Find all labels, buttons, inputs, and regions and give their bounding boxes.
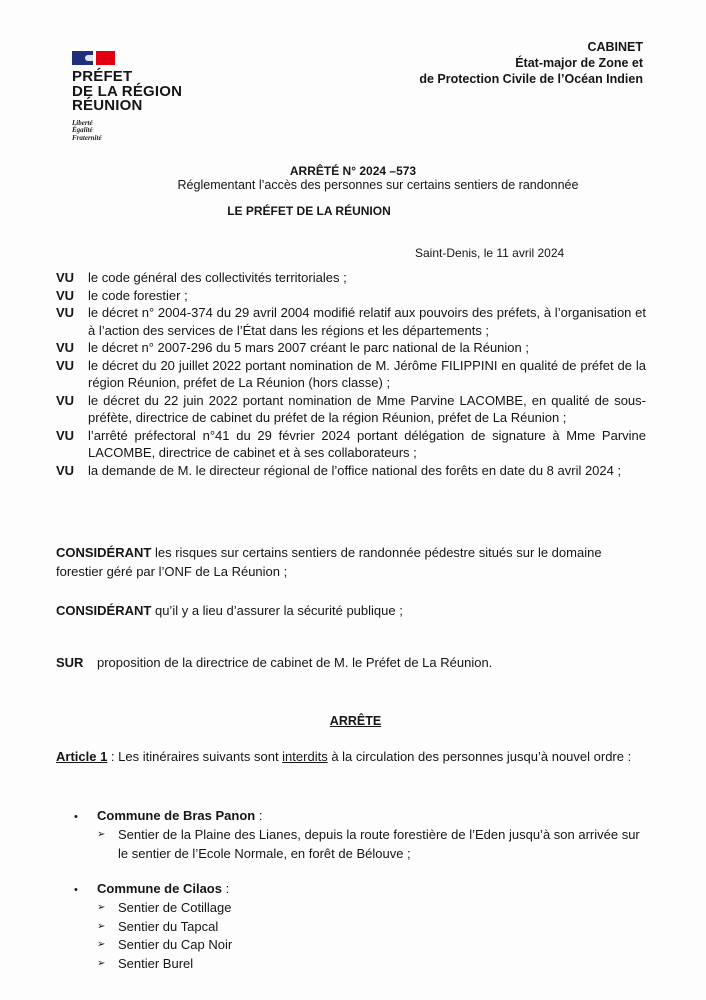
commune-suffix: :: [221, 881, 230, 896]
service-line: État-major de Zone et: [515, 56, 643, 70]
considerant-paragraph: [56, 543, 646, 581]
vu-item: [56, 287, 646, 305]
arrow-icon: ➢: [97, 829, 106, 840]
trail-name: Sentier Burel: [118, 955, 194, 971]
arrow-icon: ➢: [97, 902, 106, 913]
logo-title-line: RÉUNION: [72, 97, 143, 114]
issuing-service: [419, 39, 643, 87]
considerant-paragraph: [56, 601, 646, 620]
trail-item: [74, 955, 646, 974]
commune-name: Commune de Bras Panon: [97, 808, 256, 823]
republic-motto: [72, 120, 182, 143]
vu-text: la demande de M. le directeur régional de l’office national des forêts en date du 8 avril 2024 ;: [88, 462, 622, 478]
arrow-icon: ➢: [97, 939, 106, 950]
vu-list: [56, 269, 646, 479]
trail-item: [74, 826, 646, 863]
vu-item: [56, 427, 646, 462]
trail-name: Sentier du Cap Noir: [118, 937, 233, 952]
sur-keyword: SUR: [56, 655, 84, 670]
vu-text: le code général des collectivités territoriales ;: [88, 270, 347, 285]
commune-name: Commune de Cilaos: [97, 881, 222, 896]
vu-keyword: VU: [56, 427, 75, 443]
bullet-icon: •: [74, 811, 78, 823]
vu-item: [56, 339, 646, 357]
vu-keyword: VU: [56, 287, 75, 303]
trail-name: Sentier de Cotillage: [118, 900, 232, 915]
vu-text: le décret n° 2007-296 du 5 mars 2007 créant le parc national de la Réunion ;: [88, 340, 529, 355]
considerant-text: qu’il y a lieu d’assurer la sécurité publique ;: [154, 603, 403, 618]
vu-text: l’arrêté préfectoral n°41 du 29 février 2024 portant délégation de signature à Mme Parvine LACOMBE, directrice de cabinet et à ses collaborateurs ;: [88, 427, 646, 460]
trail-name: Sentier du Tapcal: [118, 918, 219, 934]
prefecture-logo: [72, 51, 182, 142]
commune-heading: [74, 807, 646, 826]
article-emphasis: interdits: [282, 749, 328, 764]
vu-item: [56, 357, 646, 392]
article-label: Article 1: [56, 749, 108, 764]
logo-title: [72, 70, 182, 114]
article-text: à la circulation des personnes jusqu’à nouvel ordre :: [327, 749, 632, 764]
vu-item: [56, 392, 646, 427]
commune-section: [74, 807, 646, 863]
commune-section: [74, 880, 646, 973]
vu-text: le code forestier ;: [88, 287, 188, 303]
arrete-decision-title: ARRÊTE: [329, 714, 382, 728]
service-line: de Protection Civile de l’Océan Indien: [419, 72, 643, 86]
vu-item: [56, 304, 646, 339]
sur-text: proposition de la directrice de cabinet de M. le Préfet de La Réunion.: [97, 655, 493, 670]
commune-heading: [74, 880, 646, 899]
vu-keyword: VU: [56, 305, 75, 320]
arrete-number: ARRÊTÉ N° 2024 –573: [289, 164, 417, 178]
vu-item: [56, 269, 646, 287]
service-line: CABINET: [587, 40, 643, 54]
motto-line: Fraternité: [72, 133, 102, 142]
arrow-icon: ➢: [97, 957, 106, 969]
vu-keyword: VU: [56, 392, 75, 408]
motto-line: Liberté: [72, 118, 93, 127]
vu-text: le décret du 22 juin 2022 portant nomination de Mme Parvine LACOMBE, en qualité de sous-préfète, directrice de cabinet du préfet de la région Réunion, préfet de La Réunion ;: [88, 392, 646, 425]
vu-keyword: VU: [56, 357, 75, 373]
article-text: : Les itinéraires suivants sont: [107, 749, 283, 764]
vu-text: le décret du 20 juillet 2022 portant nomination de M. Jérôme FILIPPINI en qualité de préfet de la région Réunion, préfet de La Réunion (hors classe) ;: [88, 357, 646, 390]
authority-heading: LE PRÉFET DE LA RÉUNION: [227, 204, 391, 218]
arrete-object: Réglementant l’accès des personnes sur certains sentiers de randonnée: [177, 178, 579, 192]
article-1: [56, 747, 646, 767]
sur-paragraph: [56, 655, 492, 670]
considerant-keyword: CONSIDÉRANT: [56, 545, 152, 560]
bullet-icon: •: [74, 884, 78, 896]
logo-title-line: PRÉFET: [72, 68, 133, 85]
trail-name: Sentier de la Plaine des Lianes, depuis la route forestière de l’Eden jusqu’à son arrivée sur le sentier de l’Ecole Normale, en forêt de Bélouve ;: [118, 827, 640, 861]
trail-item: [74, 899, 646, 918]
vu-keyword: VU: [56, 462, 75, 478]
commune-suffix: :: [255, 808, 263, 823]
motto-line: Égalité: [72, 126, 93, 134]
arrow-icon: ➢: [97, 920, 106, 932]
logo-title-line: DE LA RÉGION: [72, 82, 183, 100]
vu-keyword: VU: [56, 270, 75, 285]
place-date: Saint-Denis, le 11 avril 2024: [415, 246, 565, 260]
considerant-keyword: CONSIDÉRANT: [56, 603, 152, 618]
vu-keyword: VU: [56, 340, 75, 355]
vu-item: [56, 462, 646, 480]
marianne-flag-icon: [72, 51, 115, 65]
vu-text: le décret n° 2004-374 du 29 avril 2004 modifié relatif aux pouvoirs des préfets, à l’organisation et à l’action des services de l’État dans les régions et les départements ;: [88, 305, 646, 338]
trail-item: [74, 918, 646, 937]
considerant-text: les risques sur certains sentiers de randonnée pédestre situés sur le domaine forestier géré par l’ONF de La Réunion ;: [56, 545, 602, 579]
trail-item: [74, 936, 646, 955]
